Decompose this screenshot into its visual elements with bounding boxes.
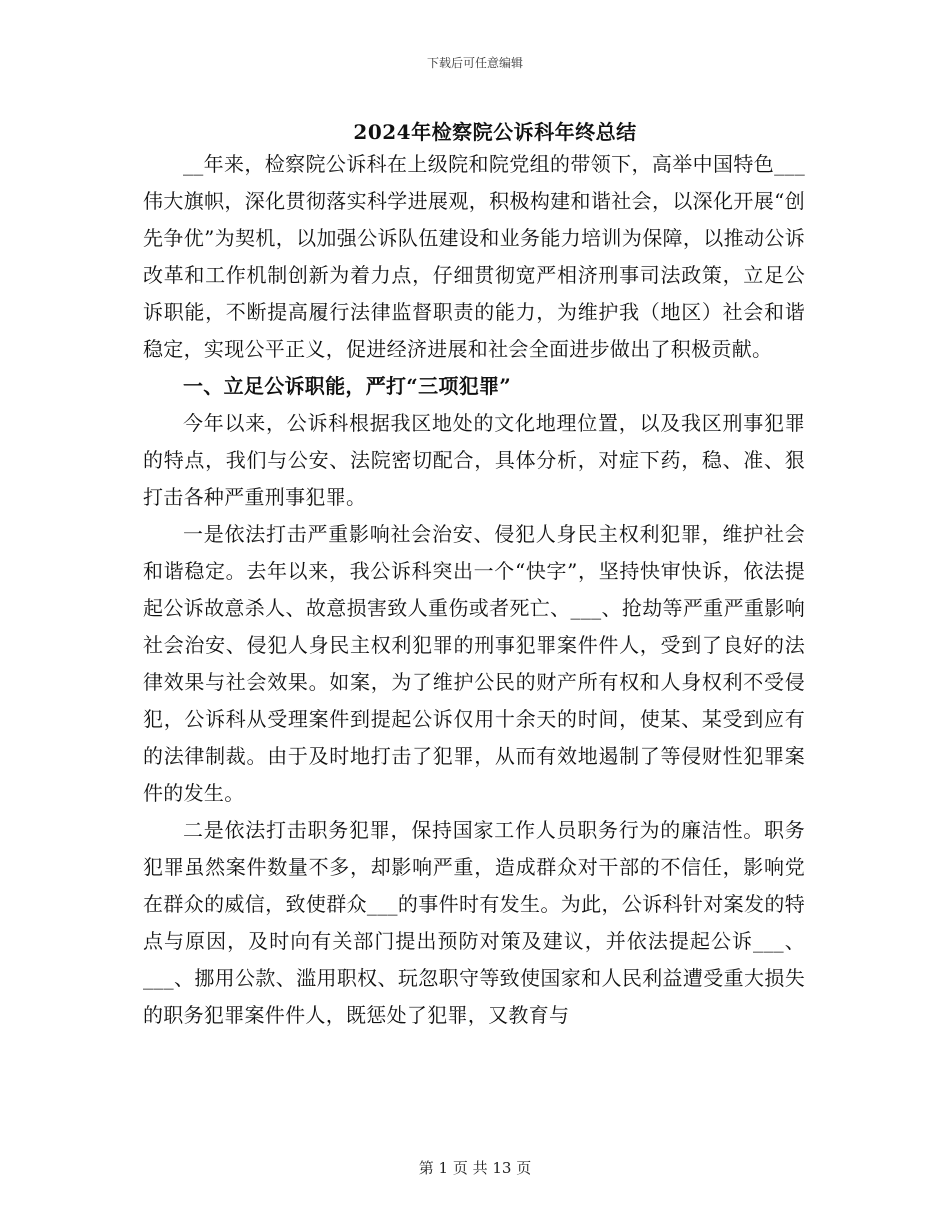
document-title: 2024年检察院公诉科年终总结: [353, 120, 637, 144]
paragraph-point-two: 二是依法打击职务犯罪，保持国家工作人员职务行为的廉洁性。职务犯罪虽然案件数量不多，却影响严重，造成群众对干部的不信任，影响党在群众的威信，致使群众___的事件时有发生。为此，公诉科针对案发的特点与原因，及时向有关部门提出预防对策及建议，并依法提起公诉___、___、挪用公款、滥用职权、玩忽职守等致使国家和人民利益遭受重大损失的职务犯罪案件件人，既惩处了犯罪，又教育与: [143, 818, 805, 1027]
paragraph-intro: __年来，检察院公诉科在上级院和院党组的带领下，高举中国特色___伟大旗帜，深化贯彻落实科学进展观，积极构建和谐社会，以深化开展“创先争优”为契机，以加强公诉队伍建设和业务能力培训为保障，以推动公诉改革和工作机制创新为着力点，仔细贯彻宽严相济刑事司法政策，立足公诉职能，不断提高履行法律监督职责的能力，为维护我（地区）社会和谐稳定，实现公平正义，促进经济进展和社会全面进步做出了积极贡献。: [143, 152, 805, 361]
paragraph-section-intro: 今年以来，公诉科根据我区地处的文化地理位置，以及我区刑事犯罪的特点，我们与公安、法院密切配合，具体分析，对症下药，稳、准、狠打击各种严重刑事犯罪。: [143, 411, 805, 509]
header-note: 下载后可任意编辑: [426, 56, 523, 70]
document-body: [143, 146, 805, 1034]
page-number: 第 1 页 共 13 页: [418, 1159, 532, 1177]
paragraph-point-one: 一是依法打击严重影响社会治安、侵犯人身民主权利犯罪，维护社会和谐稳定。去年以来，我公诉科突出一个“快字”，坚持快审快诉，依法提起公诉故意杀人、故意损害致人重伤或者死亡、___、抢劫等严重严重影响社会治安、侵犯人身民主权利犯罪的刑事犯罪案件件人，受到了良好的法律效果与社会效果。如案，为了维护公民的财产所有权和人身权利不受侵犯，公诉科从受理案件到提起公诉仅用十余天的时间，使某、某受到应有的法律制裁。由于及时地打击了犯罪，从而有效地遏制了等侵财性犯罪案件的发生。: [143, 522, 805, 805]
section-heading: 一、立足公诉职能，严打“三项犯罪”: [183, 374, 512, 398]
